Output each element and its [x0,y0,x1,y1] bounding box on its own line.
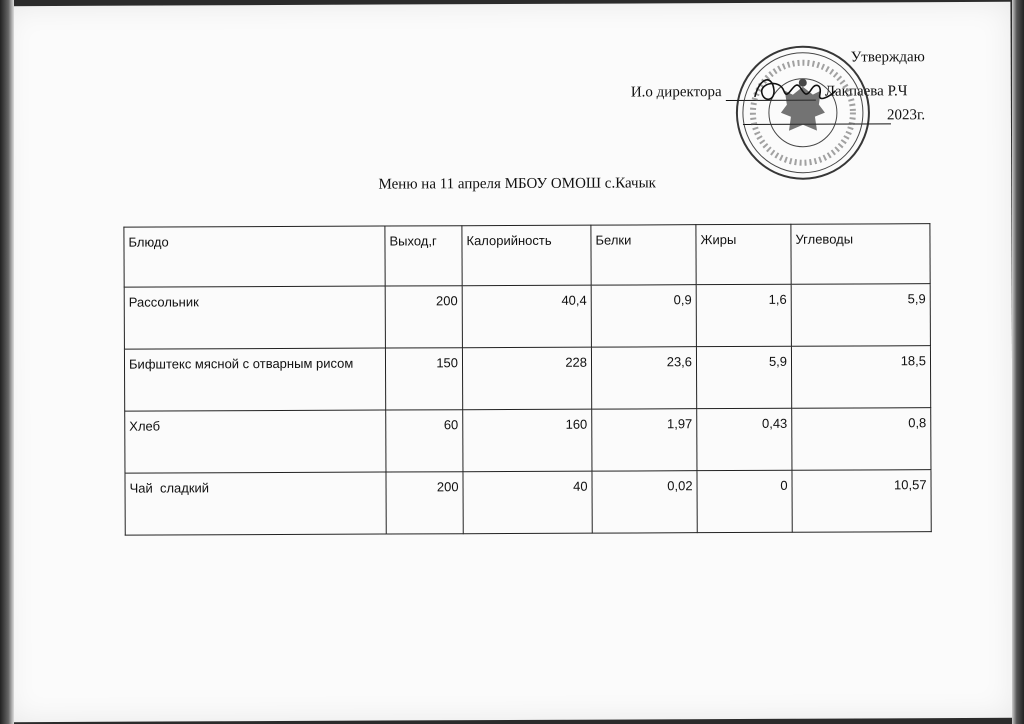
fats-value: 0 [697,470,792,532]
fats-value: 1,6 [696,284,791,346]
header-yield: Выход,г [385,226,462,286]
table-header-row [124,224,930,288]
header-dish: Блюдо [124,226,385,287]
fats-value: 0,43 [697,408,792,470]
menu-title: Меню на 11 апреля МБОУ ОМОШ с.Качык [378,175,656,193]
header-fats: Жиры [696,224,791,284]
header-carbs: Углеводы [791,224,930,285]
approval-year: 2023г. [886,107,926,124]
director-label-text: И.о директора [630,84,722,101]
fats-value: 5,9 [696,346,791,408]
dish-name: Бифштекс мясной с отварным рисом [124,348,385,411]
table-row [125,408,931,474]
calories-value: 40 [463,471,592,534]
menu-table [123,223,931,536]
carbs-value: 18,5 [791,346,930,409]
dish-name: Хлеб [125,410,386,473]
proteins-value: 23,6 [591,347,696,409]
calories-value: 40,4 [462,285,591,348]
proteins-value: 0,02 [592,471,697,533]
table-row [124,346,930,412]
dish-name: Рассольник [124,286,385,349]
calories-value: 160 [463,409,592,472]
table-row [125,470,931,536]
carbs-value: 0,8 [792,408,931,471]
table-row [124,284,930,350]
proteins-value: 1,97 [592,409,697,471]
dish-name: Чай сладкий [125,472,386,535]
school-seal-stamp [733,42,874,183]
director-signature [750,69,840,109]
yield-value: 200 [385,286,462,348]
header-calories: Калорийность [462,225,591,286]
scan-edge-right [1012,0,1024,724]
calories-value: 228 [462,347,591,410]
yield-value: 150 [385,348,462,410]
director-name: Лакпаева Р.Ч [824,83,908,100]
document-page [4,2,1013,722]
proteins-value: 0,9 [591,285,696,347]
yield-value: 200 [386,472,463,534]
scan-edge-left [0,0,14,724]
approve-word: Утверждаю [850,49,925,66]
carbs-value: 10,57 [792,470,931,533]
header-proteins: Белки [591,225,696,285]
carbs-value: 5,9 [791,284,930,347]
yield-value: 60 [386,410,463,472]
